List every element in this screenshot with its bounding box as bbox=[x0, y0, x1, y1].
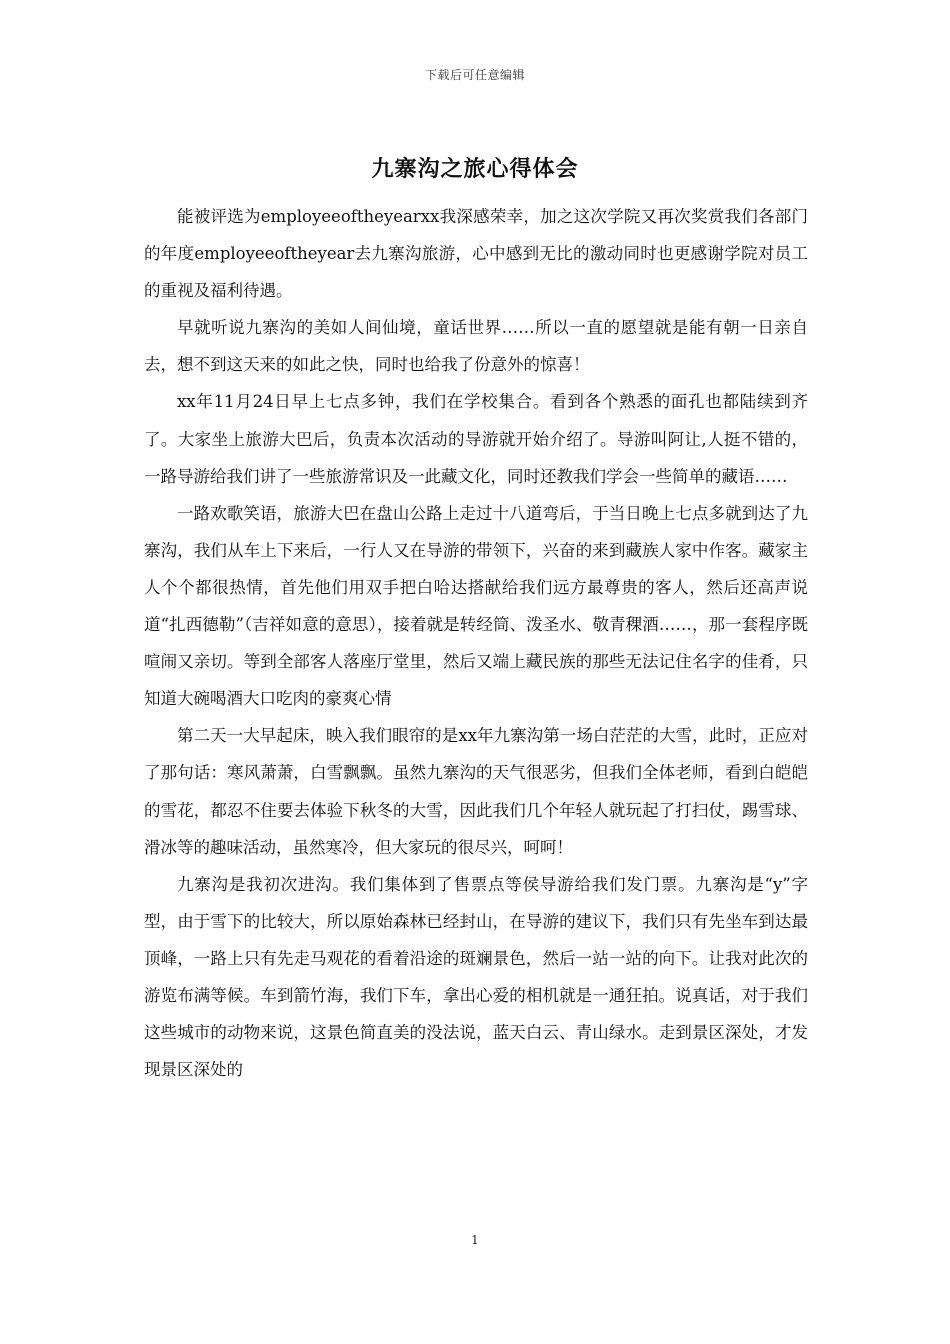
paragraph-6: 九寨沟是我初次进沟。我们集体到了售票点等侯导游给我们发门票。九寨沟是“y”字型，由于雪下的比较大，所以原始森林已经封山，在导游的建议下，我们只有先坐车到达最顶峰，一路上只有先走马观花的看着沿途的斑斓景色，然后一站一站的向下。让我对此次的游览布满等候。车到箭竹海，我们下车，拿出心爱的相机就是一通狂拍。说真话，对于我们这些城市的动物来说，这景色简直美的没法说，蓝天白云、青山绿水。走到景区深处，才发现景区深处的 bbox=[144, 874, 808, 1080]
page-number: 1 bbox=[471, 1233, 479, 1247]
paragraph-3: xx年11月24日早上七点多钟，我们在学校集合。看到各个熟悉的面孔也都陆续到齐了。大家坐上旅游大巴后，负责本次活动的导游就开始介绍了。导游叫阿让,人挺不错的，一路导游给我们讲了一些旅游常识及一此藏文化，同时还教我们学会一些简单的藏语…… bbox=[144, 392, 808, 486]
paragraph-1: 能被评选为employeeoftheyearxx我深感荣幸，加之这次学院又再次奖赏我们各部门的年度employeeoftheyear去九寨沟旅游，心中感到无比的激动同时也更感谢学院对员工的重视及福利待遇。 bbox=[144, 207, 808, 301]
paragraph-4: 一路欢歌笑语，旅游大巴在盘山公路上走过十八道弯后，于当日晚上七点多就到达了九寨沟，我们从车上下来后，一行人又在导游的带领下，兴奋的来到藏族人家中作客。藏家主人个个都很热情，首先他们用双手把白哈达搭献给我们远方最尊贵的客人，然后还高声说道“扎西德勒”（吉祥如意的意思），接着就是转经筒、泼圣水、敬青稞酒……，那一套程序既喧闹又亲切。等到全部客人落座厅堂里，然后又端上藏民族的那些无法记住名字的佳肴，只知道大碗喝酒大口吃肉的豪爽心情 bbox=[144, 503, 808, 709]
paragraph-2: 早就听说九寨沟的美如人间仙境，童话世界……所以一直的愿望就是能有朝一日亲自去，想不到这天来的如此之快，同时也给我了份意外的惊喜！ bbox=[144, 318, 808, 375]
paragraph-5: 第二天一大早起床，映入我们眼帘的是xx年九寨沟第一场白茫茫的大雪，此时，正应对了那句话：寒风萧萧，白雪飘飘。虽然九寨沟的天气很恶劣，但我们全体老师，看到白皑皑的雪花，都忍不住要去体验下秋冬的大雪，因此我们几个年轻人就玩起了打扫仗，踢雪球、滑冰等的趣味活动，虽然寒冷，但大家玩的很尽兴，呵呵！ bbox=[144, 726, 808, 857]
document-body bbox=[144, 198, 808, 1088]
header-note: 下载后可任意编辑 bbox=[424, 68, 525, 82]
document-title: 九寨沟之旅心得体会 bbox=[371, 157, 579, 182]
